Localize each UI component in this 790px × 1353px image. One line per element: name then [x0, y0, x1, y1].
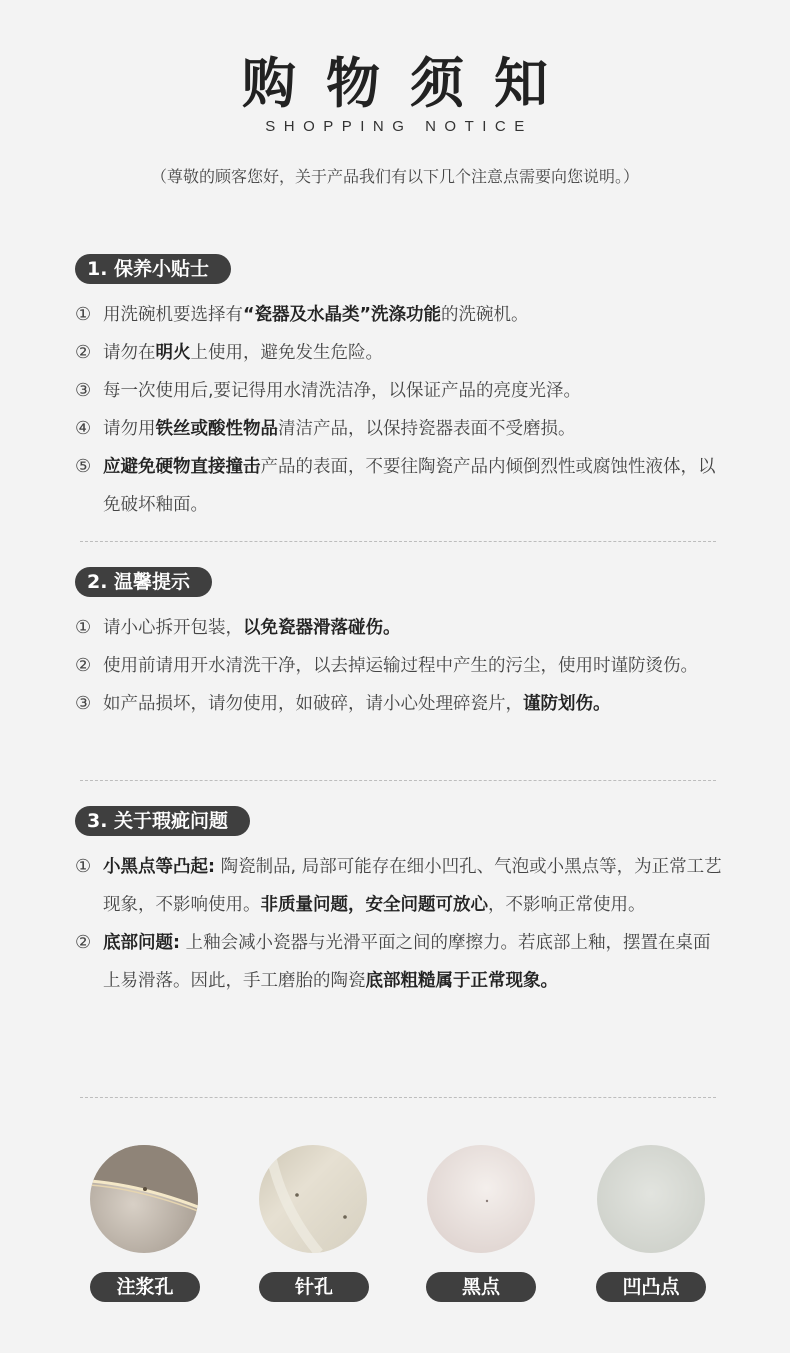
- list-item: [75, 924, 725, 1000]
- item-text: 产品的表面，不要往陶瓷产品内倾倒烈性或腐蚀性液体，以免破坏釉面。: [103, 457, 716, 515]
- defect-label: 注浆孔: [90, 1272, 200, 1302]
- section-badge: 3. 关于瑕疵问题: [75, 806, 250, 836]
- item-number: ①: [75, 617, 92, 638]
- emphasis-text: 铁丝或酸性物品: [155, 419, 278, 439]
- item-number: ②: [75, 932, 92, 953]
- item-text: 每一次使用后,要记得用水清洗洁净，以保证产品的亮度光泽。: [103, 381, 582, 401]
- pinhole-photo: [259, 1145, 367, 1253]
- grout-hole-photo: [90, 1145, 198, 1253]
- page-subtitle: SHOPPING NOTICE: [265, 118, 533, 135]
- emphasis-text: 底部粗糙属于正常现象。: [365, 971, 558, 991]
- item-number: ②: [75, 655, 92, 676]
- item-number: ③: [75, 693, 92, 714]
- item-list: [75, 296, 725, 524]
- item-text: ，不影响正常使用。: [488, 895, 646, 915]
- divider: [80, 780, 716, 781]
- item-text: 用洗碗机要选择有: [103, 305, 243, 325]
- section-friendly-reminder: [75, 567, 725, 723]
- emphasis-text: 明火: [155, 343, 191, 363]
- item-text: 请小心拆开包装，: [103, 618, 243, 638]
- page-title: 购物须知: [242, 52, 578, 115]
- section-badge: 2. 温馨提示: [75, 567, 212, 597]
- list-item: [75, 685, 725, 723]
- list-item: [75, 647, 725, 685]
- defect-gallery: [0, 1145, 790, 1305]
- item-text: 请勿用: [103, 419, 156, 439]
- item-number: ④: [75, 418, 92, 439]
- defect-label: 针孔: [259, 1272, 369, 1302]
- item-number: ①: [75, 304, 92, 325]
- item-text: 陶瓷制品, 局部可能存在细小凹孔、气泡或小黑点等，为正常工艺现象，不影响使用。: [103, 857, 722, 915]
- item-list: [75, 609, 725, 723]
- item-text: 上使用，避免发生危险。: [190, 343, 383, 363]
- list-item: [75, 609, 725, 647]
- item-number: ⑤: [75, 456, 92, 477]
- item-text: 使用前请用开水清洗干净，以去掉运输过程中产生的污尘，使用时谨防烫伤。: [103, 656, 698, 676]
- emphasis-text: 以免瓷器滑落碰伤。: [243, 618, 401, 638]
- intro-text: （尊敬的顾客您好，关于产品我们有以下几个注意点需要向您说明。）: [150, 167, 639, 186]
- item-list: [75, 848, 725, 1000]
- divider: [80, 541, 716, 542]
- list-item: [75, 848, 725, 924]
- section-care-tips: [75, 254, 725, 524]
- emphasis-text: 小黑点等凸起:: [103, 857, 215, 877]
- black-spot-photo: [427, 1145, 535, 1253]
- defect-label: 黑点: [426, 1272, 536, 1302]
- item-number: ②: [75, 342, 92, 363]
- item-text: 的洗碗机。: [441, 305, 529, 325]
- emphasis-text: 谨防划伤。: [523, 694, 611, 714]
- item-text: 清洁产品，以保持瓷器表面不受磨损。: [278, 419, 576, 439]
- section-badge: 1. 保养小贴士: [75, 254, 231, 284]
- emphasis-text: 应避免硬物直接撞击: [103, 457, 261, 477]
- bump-photo: [597, 1145, 705, 1253]
- section-flaw-issues: [75, 806, 725, 1000]
- item-text: 请勿在: [103, 343, 156, 363]
- emphasis-text: “瓷器及水晶类”洗涤功能: [243, 305, 442, 325]
- item-number: ③: [75, 380, 92, 401]
- emphasis-text: 底部问题:: [103, 933, 180, 953]
- item-number: ①: [75, 856, 92, 877]
- list-item: [75, 334, 725, 372]
- defect-label: 凹凸点: [596, 1272, 706, 1302]
- divider: [80, 1097, 716, 1098]
- list-item: [75, 296, 725, 334]
- item-text: 如产品损坏，请勿使用，如破碎，请小心处理碎瓷片，: [103, 694, 523, 714]
- list-item: [75, 410, 725, 448]
- list-item: [75, 372, 725, 410]
- item-text: 上釉会减小瓷器与光滑平面之间的摩擦力。若底部上釉，摆置在桌面上易滑落。因此，手工磨胎的陶瓷: [103, 933, 711, 991]
- emphasis-text: 非质量问题，安全问题可放心: [260, 895, 488, 915]
- list-item: [75, 448, 725, 524]
